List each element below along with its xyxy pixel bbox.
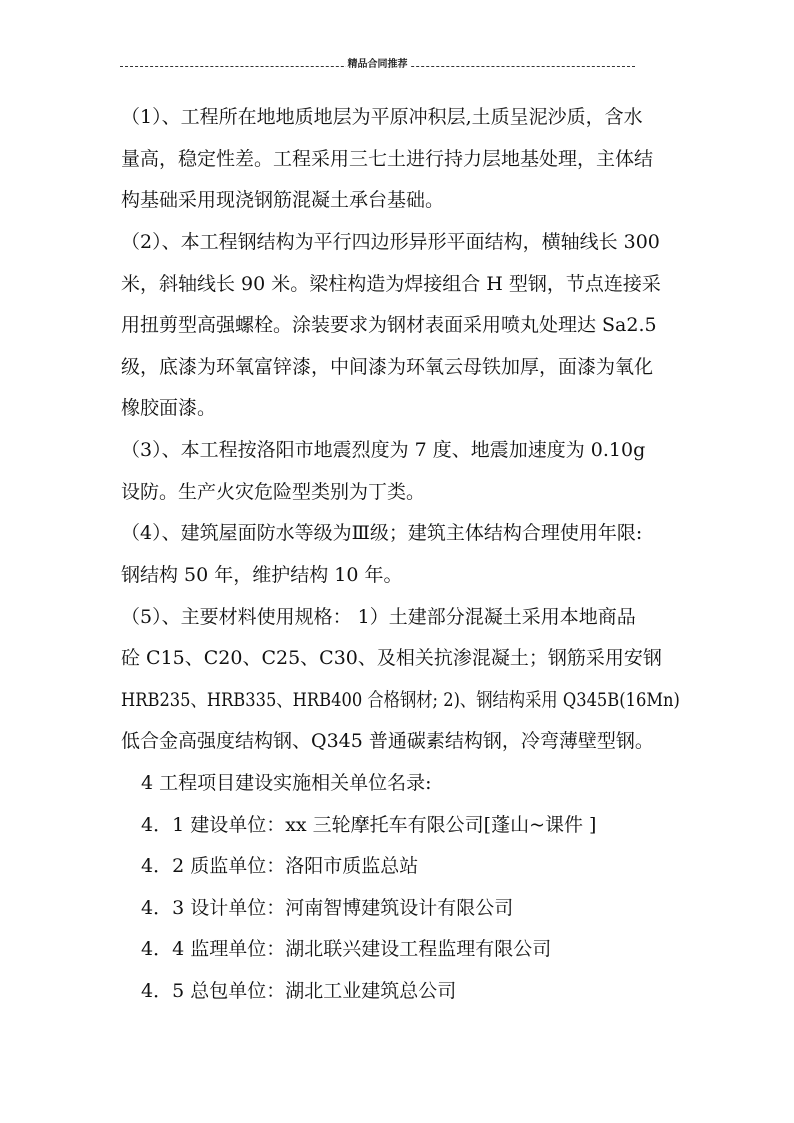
- paragraph-line: （2）、本工程钢结构为平行四边形异形平面结构，横轴线长 300: [121, 231, 660, 253]
- list-item: 4．3 设计单位：河南智博建筑设计有限公司: [141, 897, 514, 919]
- paragraph-line: 构基础采用现浇钢筋混凝土承台基础。: [121, 189, 445, 211]
- paragraph-line: 砼 C15、C20、C25、C30、及相关抗渗混凝土；钢筋采用安钢: [121, 647, 662, 669]
- page-header: [120, 58, 635, 72]
- paragraph-line: （1）、工程所在地地质地层为平原冲积层,土质呈泥沙质，含水: [121, 106, 643, 128]
- paragraph-line: （4）、建筑屋面防水等级为Ⅲ级；建筑主体结构合理使用年限:: [121, 522, 643, 544]
- list-item: 4．5 总包单位：湖北工业建筑总公司: [141, 980, 457, 1002]
- list-item: 4．1 建设单位：xx 三轮摩托车有限公司[蓬山~课件 ]: [141, 814, 597, 836]
- paragraph-line: （3）、本工程按洛阳市地震烈度为 7 度、地震加速度为 0.10g: [121, 439, 646, 461]
- list-item: 4．2 质监单位：洛阳市质监总站: [141, 855, 419, 877]
- paragraph-line: 钢结构 50 年，维护结构 10 年。: [121, 564, 403, 586]
- header-title: 精品合同推荐: [347, 59, 408, 70]
- paragraph-line: 橡胶面漆。: [121, 397, 217, 419]
- paragraph-line: 量高，稳定性差。工程采用三七土进行持力层地基处理，主体结: [121, 148, 654, 170]
- list-item: 4．4 监理单位：湖北联兴建设工程监理有限公司: [141, 938, 552, 960]
- paragraph-line: 设防。生产火灾危险型类别为丁类。: [121, 481, 426, 503]
- paragraph-line: 用扭剪型高强螺栓。涂装要求为钢材表面采用喷丸处理达 Sa2.5: [121, 314, 657, 336]
- paragraph-line: 级，底漆为环氧富锌漆，中间漆为环氧云母铁加厚，面漆为氧化: [121, 356, 654, 378]
- paragraph-line: 低合金高强度结构钢、Q345 普通碳素结构钢，冷弯薄壁型钢。: [121, 730, 654, 752]
- paragraph-line: HRB235、HRB335、HRB400 合格钢材; 2)、钢结构采用 Q345B(16Mn): [121, 689, 680, 711]
- paragraph-line: （5）、主要材料使用规格： 1）土建部分混凝土采用本地商品: [121, 606, 636, 628]
- paragraph-line: 米，斜轴线长 90 米。梁柱构造为焊接组合 H 型钢，节点连接采: [121, 273, 661, 295]
- section-heading: 4 工程项目建设实施相关单位名录:: [141, 772, 432, 794]
